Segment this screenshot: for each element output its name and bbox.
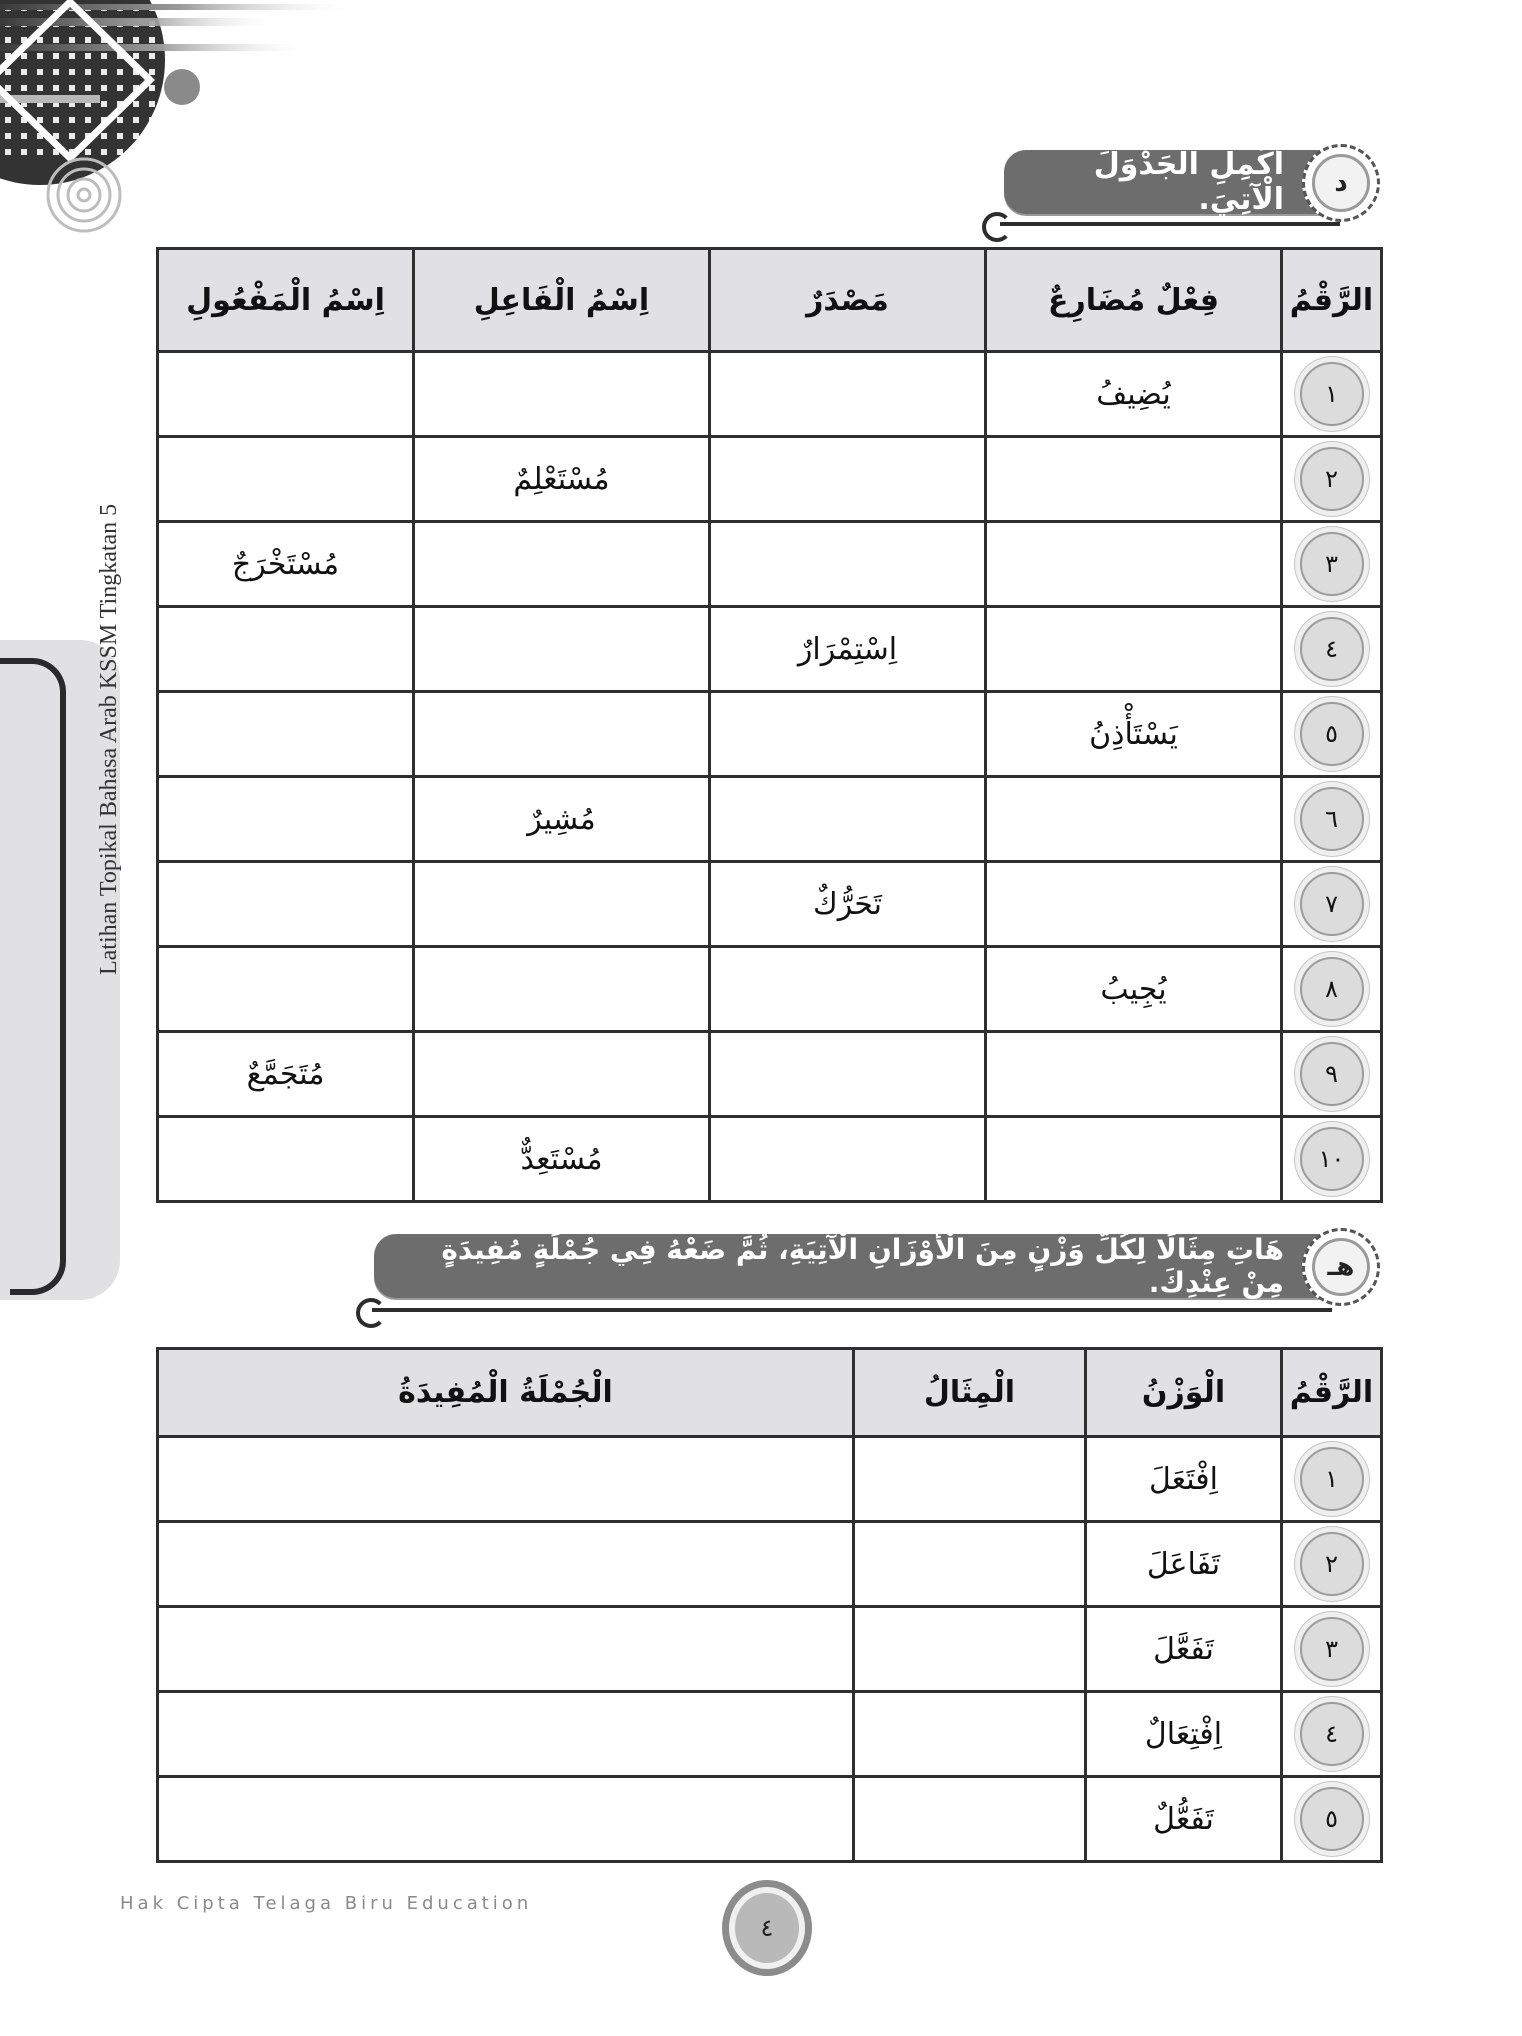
conjugation-table [156, 247, 1383, 1203]
cell-mudari[interactable] [986, 522, 1282, 607]
copyright-text: Hak Cipta Telaga Biru Education [120, 1893, 533, 1914]
section-d-banner [960, 147, 1380, 220]
header-mithal: الْمِثَالُ [854, 1349, 1086, 1437]
row-number-badge: ٢ [1300, 1532, 1364, 1596]
cell-mithal[interactable] [854, 1522, 1086, 1607]
header-ism-maful: اِسْمُ الْمَفْعُولِ [158, 249, 414, 352]
cell-wazn: اِفْتَعَلَ [1086, 1437, 1282, 1522]
page-number-badge [722, 1880, 812, 1976]
row-number-badge: ٩ [1300, 1042, 1364, 1106]
table-row [158, 1522, 1382, 1607]
cell-ism-maful[interactable] [158, 607, 414, 692]
section-h-underline [372, 1308, 1332, 1312]
cell-masdar[interactable] [710, 692, 986, 777]
page-number: ٤ [735, 1893, 799, 1963]
cell-ism-fail[interactable] [414, 947, 710, 1032]
cell-ism-maful[interactable] [158, 862, 414, 947]
corner-decoration [0, 0, 360, 240]
row-number-badge: ٢ [1300, 447, 1364, 511]
row-number-badge: ٨ [1300, 957, 1364, 1021]
cell-ism-fail[interactable] [414, 692, 710, 777]
cell-masdar[interactable] [710, 1032, 986, 1117]
cell-ism-maful[interactable]: مُسْتَخْرَجٌ [158, 522, 414, 607]
cell-ism-fail[interactable]: مُشِيرٌ [414, 777, 710, 862]
header-jumlah: الْجُمْلَةُ الْمُفِيدَةُ [158, 1349, 854, 1437]
cell-ism-fail[interactable] [414, 607, 710, 692]
table-row [158, 607, 1382, 692]
cell-mudari[interactable] [986, 777, 1282, 862]
header-mudari: فِعْلٌ مُضَارِعٌ [986, 249, 1282, 352]
table-row [158, 1692, 1382, 1777]
cell-ism-maful[interactable] [158, 352, 414, 437]
section-h-badge [1302, 1228, 1380, 1306]
section-d-badge [1302, 144, 1380, 222]
cell-ism-maful[interactable] [158, 437, 414, 522]
row-number-badge: ١ [1300, 1447, 1364, 1511]
cell-ism-fail[interactable] [414, 1032, 710, 1117]
row-number-badge: ٦ [1300, 787, 1364, 851]
row-number-badge: ٤ [1300, 1702, 1364, 1766]
table-header-row [158, 249, 1382, 352]
table-row [158, 692, 1382, 777]
row-number-badge: ٤ [1300, 617, 1364, 681]
cell-jumlah[interactable] [158, 1607, 854, 1692]
cell-mudari[interactable] [986, 607, 1282, 692]
cell-masdar[interactable] [710, 437, 986, 522]
cell-mudari[interactable]: يَسْتَأْذِنُ [986, 692, 1282, 777]
cell-mudari[interactable] [986, 437, 1282, 522]
cell-ism-maful[interactable] [158, 947, 414, 1032]
header-number: الرَّقْمُ [1282, 249, 1382, 352]
cell-mudari[interactable] [986, 1032, 1282, 1117]
cell-ism-maful[interactable] [158, 692, 414, 777]
cell-mudari[interactable] [986, 1117, 1282, 1202]
table-header-row [158, 1349, 1382, 1437]
cell-masdar[interactable] [710, 352, 986, 437]
cell-mithal[interactable] [854, 1437, 1086, 1522]
cell-ism-fail[interactable] [414, 522, 710, 607]
cell-masdar[interactable]: تَحَرُّكٌ [710, 862, 986, 947]
cell-wazn: تَفَاعَلَ [1086, 1522, 1282, 1607]
cell-ism-fail[interactable] [414, 862, 710, 947]
table-row [158, 947, 1382, 1032]
cell-masdar[interactable]: اِسْتِمْرَارٌ [710, 607, 986, 692]
table-row [158, 1032, 1382, 1117]
cell-ism-fail[interactable] [414, 352, 710, 437]
section-h-hook-icon [356, 1298, 386, 1328]
cell-masdar[interactable] [710, 522, 986, 607]
cell-jumlah[interactable] [158, 1692, 854, 1777]
section-d-instruction: أَكْمِلِ الْجَدْوَلَ الْآتِيَ. [1004, 150, 1342, 214]
cell-ism-fail[interactable]: مُسْتَعْلِمٌ [414, 437, 710, 522]
table-row [158, 352, 1382, 437]
row-number-badge: ٥ [1300, 1787, 1364, 1851]
cell-mudari[interactable] [986, 862, 1282, 947]
cell-jumlah[interactable] [158, 1437, 854, 1522]
cell-mithal[interactable] [854, 1777, 1086, 1862]
row-number-badge: ٣ [1300, 532, 1364, 596]
cell-mithal[interactable] [854, 1607, 1086, 1692]
cell-jumlah[interactable] [158, 1777, 854, 1862]
table-row [158, 1777, 1382, 1862]
cell-ism-maful[interactable] [158, 777, 414, 862]
section-d-label: د [1312, 154, 1370, 212]
cell-masdar[interactable] [710, 947, 986, 1032]
cell-ism-fail[interactable]: مُسْتَعِدٌّ [414, 1117, 710, 1202]
section-d-underline [1000, 222, 1340, 226]
header-ism-fail: اِسْمُ الْفَاعِلِ [414, 249, 710, 352]
table-row [158, 1437, 1382, 1522]
cell-wazn: تَفَعُّلٌ [1086, 1777, 1282, 1862]
cell-mudari[interactable]: يُجِيبُ [986, 947, 1282, 1032]
table-row [158, 437, 1382, 522]
section-h-instruction: هَاتِ مِثَالًا لِكُلِّ وَزْنٍ مِنَ الْأَوْزَانِ الْآتِيَةِ، ثُمَّ ضَعْهُ فِي جُمْلَةٍ مُفِيدَةٍ مِنْ عِنْدِكَ. [374, 1234, 1342, 1298]
cell-ism-maful[interactable]: مُتَجَمَّعٌ [158, 1032, 414, 1117]
row-number-badge: ١٠ [1300, 1127, 1364, 1191]
table-row [158, 862, 1382, 947]
section-h-banner [370, 1234, 1380, 1304]
cell-masdar[interactable] [710, 1117, 986, 1202]
section-h-label: هـ [1312, 1238, 1370, 1296]
side-tab-frame [0, 658, 66, 1295]
header-number: الرَّقْمُ [1282, 1349, 1382, 1437]
cell-ism-maful[interactable] [158, 1117, 414, 1202]
section-d-hook-icon [982, 212, 1012, 242]
cell-wazn: اِفْتِعَالٌ [1086, 1692, 1282, 1777]
cell-mithal[interactable] [854, 1692, 1086, 1777]
book-title-vertical: Latihan Topikal Bahasa Arab KSSM Tingkatan 5 [96, 503, 122, 975]
row-number-badge: ٣ [1300, 1617, 1364, 1681]
cell-wazn: تَفَعَّلَ [1086, 1607, 1282, 1692]
row-number-badge: ٧ [1300, 872, 1364, 936]
cell-masdar[interactable] [710, 777, 986, 862]
header-wazn: الْوَزْنُ [1086, 1349, 1282, 1437]
header-masdar: مَصْدَرٌ [710, 249, 986, 352]
table-row [158, 522, 1382, 607]
table-row [158, 777, 1382, 862]
table-row [158, 1607, 1382, 1692]
wazn-table [156, 1347, 1383, 1863]
cell-mudari[interactable]: يُضِيفُ [986, 352, 1282, 437]
cell-jumlah[interactable] [158, 1522, 854, 1607]
table-row [158, 1117, 1382, 1202]
row-number-badge: ٥ [1300, 702, 1364, 766]
row-number-badge: ١ [1300, 362, 1364, 426]
